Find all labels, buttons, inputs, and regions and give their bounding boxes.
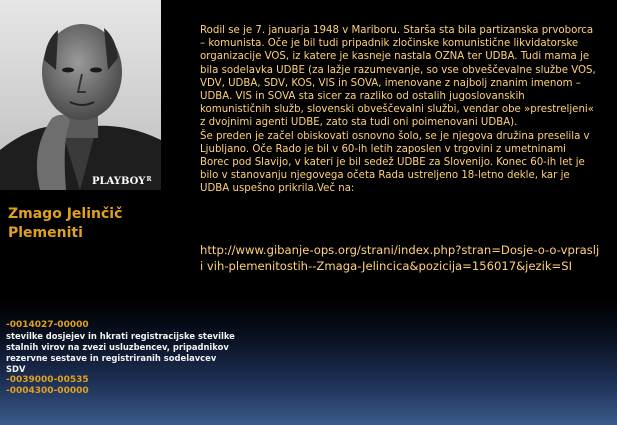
biography-paragraph-1: Rodil se je 7. januarja 1948 v Mariboru. Starša sta bila partizanska prvoborca – komunista. Oče je bil tudi pripadnik zločinske komunistične likvidatorske organizacije VOS, iz katere je kasneje nastala OZNA ter UDBA. Tudi mama je bila sodelavka UDBE (za lažje razumevanje, so vse obveščevalne službe VOS, VDV, UDBA, SDV, KOS, VIS in SOVA, imenovane z najbolj znanim imenom – UDBA. VIS in SOVA sta sicer za razliko od ostalih jugoslovanskih komunističnih služb, slovenski obveščevalni službi, vendar obe »prestreljeni« z dvojnimi agenti UDBE, zato sta tudi oni poimenovani UDBA).: [200, 25, 596, 129]
dossier-code-2: -0039000-00535: [6, 375, 89, 385]
portrait-illustration: [0, 0, 161, 190]
person-name-line2: Plemeniti: [8, 225, 83, 241]
dossier-codes: [6, 320, 236, 397]
source-link[interactable]: http://www.gibanje-ops.org/strani/index.php?stran=Dosje-o-o-vpraslji vih-plemenitostih--Zmaga-Jelincica&pozicija=156017&jezik=SI: [200, 243, 600, 273]
person-name: [8, 205, 188, 243]
dossier-code-description: stevilke dosjejev in hkrati registracijske stevilke stalnih virov na zvezi usluzbencev, pripadnikov rezervne sestave in registriranih sodelavcev SDV: [6, 331, 235, 374]
playboy-watermark: $PLAYBOY^R$: [92, 176, 152, 187]
biography-paragraph-2: Še preden je začel obiskovati osnovno šolo, se je njegova družina preselila v Ljubljano. Oče Rado je bil v 60-ih letih zaposlen v trgovini z umetninami Borec pod Slavijo, v kateri je bil sedež UDBE za Slovenijo. Konec 60-ih let je bilo v stanovanju njegovega očeta Rada ustreljeno 18-letno dekle, kar je UDBA uspešno prikrila.Več na:: [200, 130, 590, 195]
biography-text: [200, 24, 598, 196]
person-name-line1: Zmago Jelinčič: [8, 206, 123, 222]
dossier-code-3: -0004300-00000: [6, 386, 89, 396]
dossier-code-1: -0014027-00000: [6, 320, 89, 330]
portrait-photo: [0, 0, 161, 190]
